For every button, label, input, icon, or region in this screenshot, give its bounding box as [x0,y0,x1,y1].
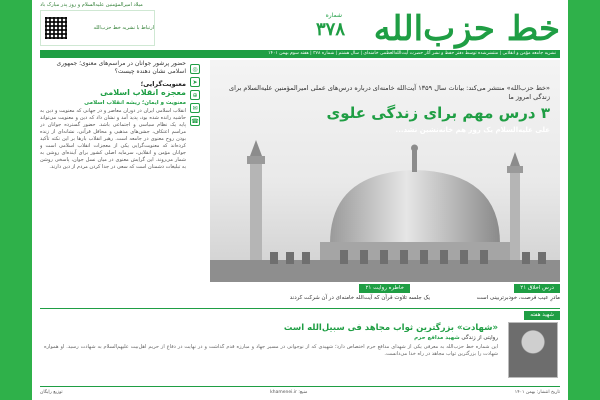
masthead [40,10,560,50]
martyr-body: این شماره خط حزب‌الله به معرفی یکی از شهدای مدافع حرم اختصاص دارد؛ شهیدی که از نوجوانی در مسیر جهاد و مبارزه قدم گذاشت و در نهایت در دفاع از حریم اهل‌بیت علیهم‌السلام به شهادت رسید. او همواره شهادت را بزرگترین ثواب مجاهد در راه خدا می‌دانست. [44,344,498,357]
memoir-section-tag: خاطره روایت ۲۱ [359,284,410,293]
sidebar-subhead: معنویت و ایمان؛ ریشه انقلاب اسلامی [84,100,186,106]
message-icon: ✉ [190,103,200,113]
website-icon: ⊕ [190,90,200,100]
martyr-name: شهید مدافع حرم [414,335,460,341]
footer-source: منبع: khamenei.ir [270,390,308,395]
ethics-section-title: مادرِ عیب فرصت، خودبرتربینی است [476,295,560,301]
sidebar-lead: حضور پرشور جوانان در مراسم‌های معنوی؛ جمهوری اسلامی نشان دهنده چیست؟ [56,60,186,75]
martyr-section-tag: شهید هفته [524,311,560,320]
instagram-icon: ◎ [190,64,200,74]
sidebar-article [40,60,186,306]
martyr-of-week [40,308,560,382]
shrine-photo [210,132,560,282]
issue-number: ۳۷۸ [315,19,345,40]
telegram-icon: ➤ [190,77,200,87]
martyr-portrait [508,322,558,378]
social-icons [188,60,202,306]
publication-title: خط حزب‌الله [373,9,560,49]
main-lead: «خط حزب‌الله» منتشر می‌کند: بیانات سال ۱۳۵۹ آیت‌الله خامنه‌ای درباره درس‌های عملی امیرالمؤمنین علیه‌السلام برای زندگی امروز ما [229,84,550,101]
section-row [210,284,560,306]
main-headline: ۳ درس مهم برای زندگی علوی [326,104,550,122]
footer-date: تاریخ انتشار: بهمن ۱۴۰۱ [514,390,560,395]
top-announcement: میلاد امیرالمؤمنین علیه‌السلام و روز پدر مبارک باد [40,2,143,8]
ethics-section-tag: درس اخلاق ۲۱ [514,284,560,293]
info-bar: نشریه جامعه مؤمن و انقلابی | منتشرشده توسط دفتر حفظ و نشر آثار حضرت آیت‌الله‌العظمی خامنه‌ای | سال هشتم | شماره ۳۷۸ | هفته سوم بهمن ۱۴۰۱ [40,50,560,58]
martyr-sub-prefix: روایتی از زندگی [461,335,498,341]
issue-label: شماره [325,12,342,19]
main-subhead: علی علیه‌السلام یک روز هم خانه‌نشین نشد... [395,126,550,134]
sidebar-headline: معجزه انقلاب اسلامی [100,88,186,97]
page-footer [40,386,560,398]
sidebar-kicker: معنویت‌گرایی؛ [140,80,186,88]
contact-box [40,10,155,46]
sidebar-body: انقلاب اسلامی ایران در دوران معاصر و در جهانی که معنویت و دین به حاشیه رانده شده بود، پدید آمد و نشان داد که دین و معنویت می‌تواند پایه یک نظام سیاسی و اجتماعی باشد. حضور گسترده جوانان در مراسم اعتکاف، جشن‌های مذهبی و محافل قرآنی، نشانه‌ای از زنده بودن روح معنوی در جامعه است. رهبر انقلاب بارها بر این نکته تأکید کرده‌اند که معنویت‌گرایی یکی از معجزات انقلاب اسلامی است و جوانان مؤمن و انقلابی، سرمایه اصلی کشور برای آینده‌ای روشن به شمار می‌روند. این گرایش معنوی در میان نسل جوان، پاسخی روشن به تبلیغات دشمنان است که سعی در جدا کردن مردم از دین دارند. [40,108,186,170]
qr-code-icon [45,17,67,39]
main-feature [210,60,560,282]
memoir-section-title: یک جلسه تلاوت قرآن که آیت‌الله خامنه‌ای در آن شرکت کردند [289,295,430,301]
martyr-subhead [44,335,498,341]
footer-note: توزیع رایگان [40,390,63,395]
contact-text: ارتباط با نشریه خط حزب‌الله [93,24,154,31]
newspaper-page [32,0,568,400]
martyr-headline: «شهادت» بزرگترین ثواب مجاهد فی سبیل‌الله است [283,323,498,333]
phone-icon: ☎ [191,117,199,125]
